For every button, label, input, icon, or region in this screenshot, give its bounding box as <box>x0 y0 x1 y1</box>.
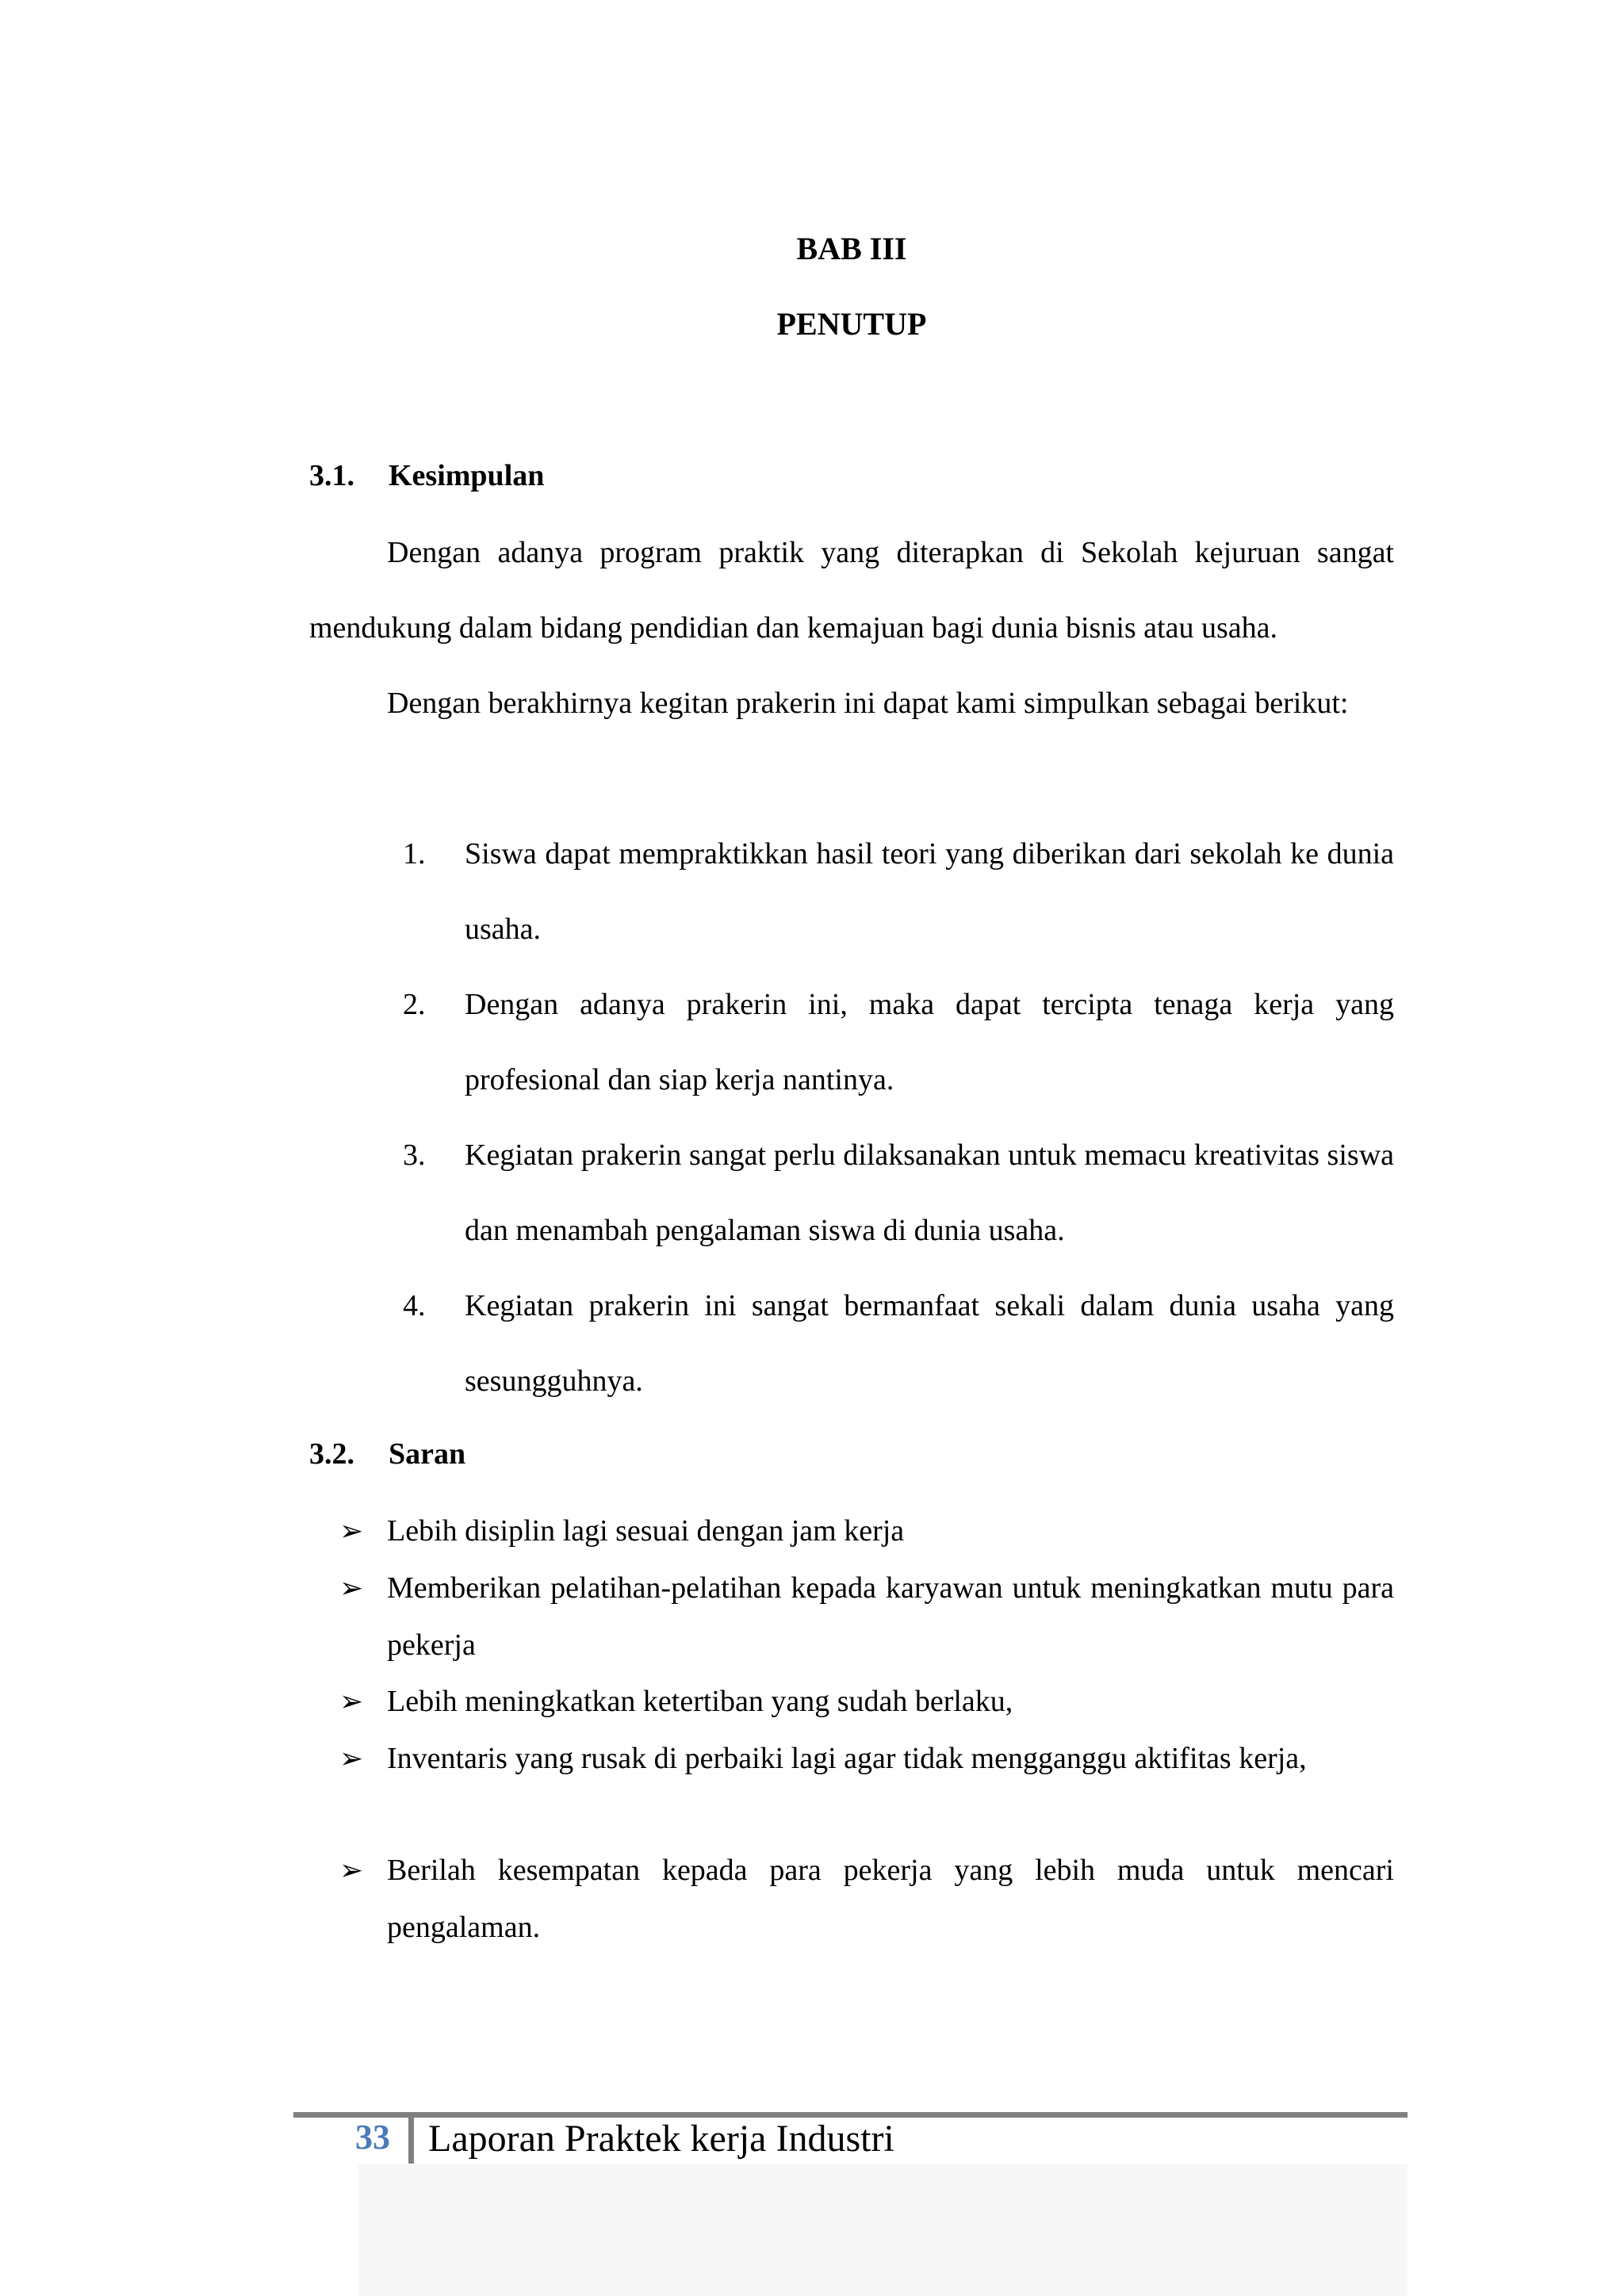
section-heading-saran <box>309 1437 465 1471</box>
bullet-text: Lebih meningkatkan ketertiban yang sudah berlaku, <box>387 1685 1013 1718</box>
bullet-text: Memberikan pelatihan-pelatihan kepada karyawan untuk meningkatkan mutu para pekerja <box>387 1571 1394 1662</box>
section-number: 3.1. <box>309 459 354 492</box>
footer-title: Laporan Praktek kerja Industri <box>428 2118 894 2160</box>
list-number: 1. <box>403 837 426 871</box>
chapter-title: PENUTUP <box>776 306 927 342</box>
list-number: 2. <box>403 988 426 1021</box>
chapter-label: BAB III <box>796 231 907 266</box>
list-number: 3. <box>403 1138 426 1172</box>
arrow-bullet-icon: ➢ <box>339 1854 364 1886</box>
section-title: Saran <box>389 1437 466 1471</box>
list-text: Kegiatan prakerin ini sangat bermanfaat sekali dalam dunia usaha yang sesungguhnya. <box>465 1289 1394 1398</box>
bullet-text: Inventaris yang rusak di perbaiki lagi agar tidak mengganggu aktifitas kerja, <box>387 1742 1307 1775</box>
footer-shadow <box>358 2164 1408 2296</box>
paragraph-1 <box>309 515 1394 666</box>
suggestion-item-5 <box>339 1842 1394 1956</box>
suggestion-item-3 <box>339 1673 1394 1730</box>
section-heading-kesimpulan <box>309 458 544 493</box>
paragraph-2-text: Dengan berakhirnya kegitan prakerin ini dapat kami simpulkan sebagai berikut: <box>387 687 1349 720</box>
arrow-bullet-icon: ➢ <box>339 1686 364 1717</box>
page-number: 33 <box>355 2118 390 2156</box>
list-number: 4. <box>403 1289 426 1322</box>
list-text: Siswa dapat mempraktikkan hasil teori yang diberikan dari sekolah ke dunia usaha. <box>465 837 1394 946</box>
section-title: Kesimpulan <box>389 459 545 492</box>
bullet-text: Lebih disiplin lagi sesuai dengan jam kerja <box>387 1514 905 1548</box>
section-number: 3.2. <box>309 1437 354 1471</box>
arrow-bullet-icon: ➢ <box>339 1572 364 1604</box>
paragraph-2 <box>309 666 1394 741</box>
paragraph-1-text: Dengan adanya program praktik yang diterapkan di Sekolah kejuruan sangat mendukung dalam bidang pendidian dan kemajuan bagi dunia bisnis atau usaha. <box>309 536 1394 645</box>
suggestion-item-2 <box>339 1559 1394 1674</box>
suggestion-item-1 <box>339 1502 1394 1559</box>
bullet-text: Berilah kesempatan kepada para pekerja yang lebih muda untuk mencari pengalaman. <box>387 1854 1394 1944</box>
footer-separator <box>408 2118 414 2164</box>
list-text: Dengan adanya prakerin ini, maka dapat tercipta tenaga kerja yang profesional dan siap kerja nantinya. <box>465 988 1394 1096</box>
arrow-bullet-icon: ➢ <box>339 1515 364 1547</box>
conclusion-item-2 <box>403 967 1394 1118</box>
list-text: Kegiatan prakerin sangat perlu dilaksanakan untuk memacu kreativitas siswa dan menambah pengalaman siswa di dunia usaha. <box>465 1138 1394 1247</box>
suggestion-item-4 <box>339 1730 1394 1787</box>
conclusion-item-3 <box>403 1118 1394 1269</box>
arrow-bullet-icon: ➢ <box>339 1743 364 1774</box>
conclusion-item-1 <box>403 817 1394 967</box>
conclusion-item-4 <box>403 1269 1394 1419</box>
